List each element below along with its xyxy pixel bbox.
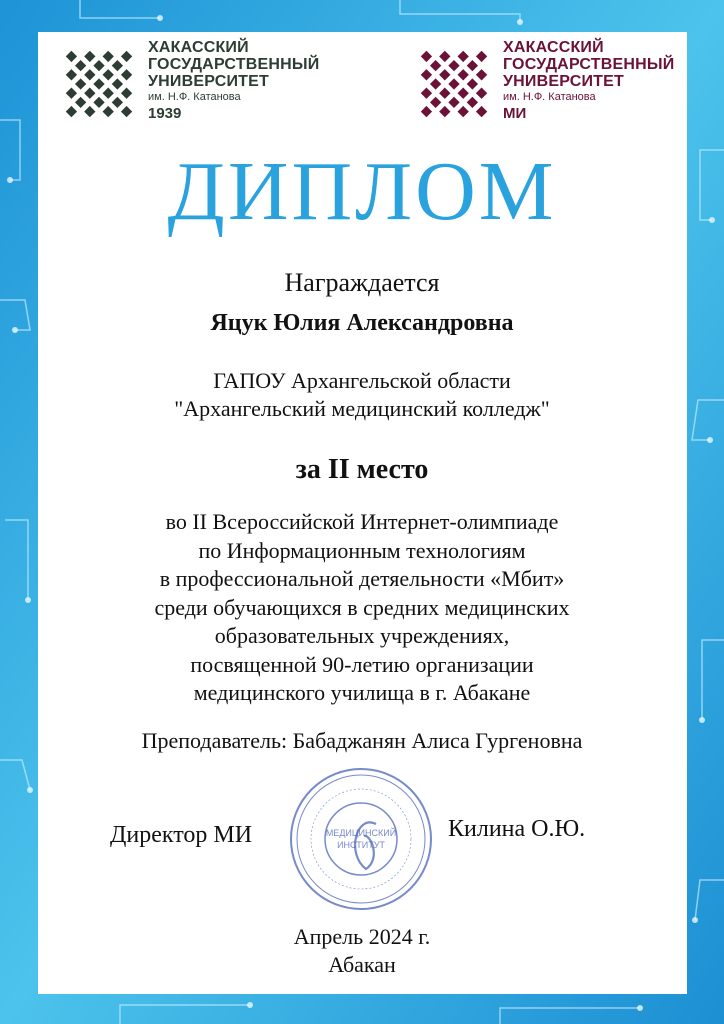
- emblem-diamond: [66, 106, 77, 117]
- organization-line2: "Архангельский медицинский колледж": [174, 396, 550, 421]
- organization-line1: ГАПОУ Архангельской области: [213, 368, 511, 393]
- logo-right-abbr: МИ: [503, 105, 527, 122]
- emblem-diamond: [448, 78, 459, 89]
- logo-left-line1: ХАКАССКИЙ: [148, 39, 249, 56]
- stamp-text-line2: ИНСТИТУТ: [337, 840, 385, 850]
- emblem-diamond: [75, 60, 86, 71]
- description-line: среди обучающихся в средних медицинских: [154, 594, 570, 620]
- emblem-diamond: [112, 60, 123, 71]
- emblem-diamond: [112, 78, 123, 89]
- logo-right-line4: им. Н.Ф. Катанова: [503, 91, 596, 103]
- emblem-diamond: [439, 106, 450, 117]
- emblem-diamond: [467, 60, 478, 71]
- emblem-diamond: [66, 51, 77, 62]
- emblem-diamond: [66, 88, 77, 99]
- emblem-diamond: [93, 60, 104, 71]
- emblem-diamond: [476, 106, 487, 117]
- institute-logo-right: [410, 40, 680, 130]
- emblem-diamond: [103, 51, 114, 62]
- emblem-diamond: [103, 69, 114, 80]
- emblem-diamond: [84, 69, 95, 80]
- emblem-diamond: [421, 88, 432, 99]
- description-line: во II Всероссийской Интернет-олимпиаде: [165, 509, 559, 534]
- emblem-diamond: [75, 78, 86, 89]
- emblem-diamond: [75, 97, 86, 108]
- emblem-diamond: [103, 88, 114, 99]
- emblem-diamond: [458, 69, 469, 80]
- emblem-diamond: [112, 97, 123, 108]
- emblem-diamond: [121, 106, 132, 117]
- emblem-diamond: [121, 51, 132, 62]
- emblem-diamond: [476, 69, 487, 80]
- emblem-diamond: [421, 106, 432, 117]
- logo-left-line2: ГОСУДАРСТВЕННЫЙ: [148, 56, 320, 73]
- logo-left-line3: УНИВЕРСИТЕТ: [148, 73, 269, 90]
- description-line: образовательных учреждениях,: [214, 623, 510, 648]
- logo-left-year: 1939: [148, 105, 182, 122]
- issue-city: Абакан: [328, 952, 396, 977]
- emblem-diamond: [439, 51, 450, 62]
- description-line: по Информационным технологиям: [198, 537, 526, 563]
- institute-emblem-icon: [410, 40, 498, 128]
- description-line: медицинского училища в г. Абакане: [193, 680, 531, 705]
- emblem-diamond: [439, 69, 450, 80]
- emblem-diamond: [430, 60, 441, 71]
- emblem-diamond: [84, 51, 95, 62]
- emblem-diamond: [448, 97, 459, 108]
- emblem-diamond: [93, 78, 104, 89]
- emblem-diamond: [430, 78, 441, 89]
- description: [0, 508, 724, 708]
- issue-date: Апрель 2024 г.: [293, 924, 431, 949]
- teacher-line: Преподаватель: Бабаджанян Алиса Гургеновна: [141, 728, 583, 753]
- emblem-diamond: [467, 78, 478, 89]
- university-logo-left: [55, 40, 345, 130]
- emblem-diamond: [458, 88, 469, 99]
- logo-right-line2: ГОСУДАРСТВЕННЫЙ: [503, 56, 675, 73]
- logo-right-line1: ХАКАССКИЙ: [503, 39, 604, 56]
- emblem-diamond: [421, 69, 432, 80]
- emblem-diamond: [448, 60, 459, 71]
- logo-right-line3: УНИВЕРСИТЕТ: [503, 73, 624, 90]
- emblem-diamond: [93, 97, 104, 108]
- place-award: за II место: [295, 454, 429, 485]
- emblem-diamond: [121, 88, 132, 99]
- signer-name: Килина О.Ю.: [448, 816, 586, 842]
- emblem-diamond: [430, 97, 441, 108]
- emblem-diamond: [467, 97, 478, 108]
- emblem-diamond: [84, 88, 95, 99]
- emblem-diamond: [103, 106, 114, 117]
- emblem-diamond: [84, 106, 95, 117]
- description-line: в профессиональной детяельности «Мбит»: [159, 566, 565, 591]
- emblem-diamond: [421, 51, 432, 62]
- signer-position: Директор МИ: [110, 822, 253, 848]
- awarded-label: Награждается: [284, 268, 440, 297]
- emblem-diamond: [439, 88, 450, 99]
- emblem-diamond: [121, 69, 132, 80]
- official-stamp-icon: [286, 764, 436, 914]
- description-line: посвященной 90-летию организации: [190, 651, 534, 677]
- recipient-name: Яцук Юлия Александровна: [210, 310, 514, 336]
- logo-left-line4: им. Н.Ф. Катанова: [148, 91, 241, 103]
- stamp-text-line1: МЕДИЦИНСКИЙ: [325, 828, 397, 838]
- emblem-diamond: [66, 69, 77, 80]
- emblem-diamond: [476, 88, 487, 99]
- emblem-diamond: [458, 106, 469, 117]
- university-emblem-icon: [55, 40, 143, 128]
- emblem-diamond: [458, 51, 469, 62]
- emblem-diamond: [476, 51, 487, 62]
- diploma-title: ДИПЛОМ: [167, 145, 557, 238]
